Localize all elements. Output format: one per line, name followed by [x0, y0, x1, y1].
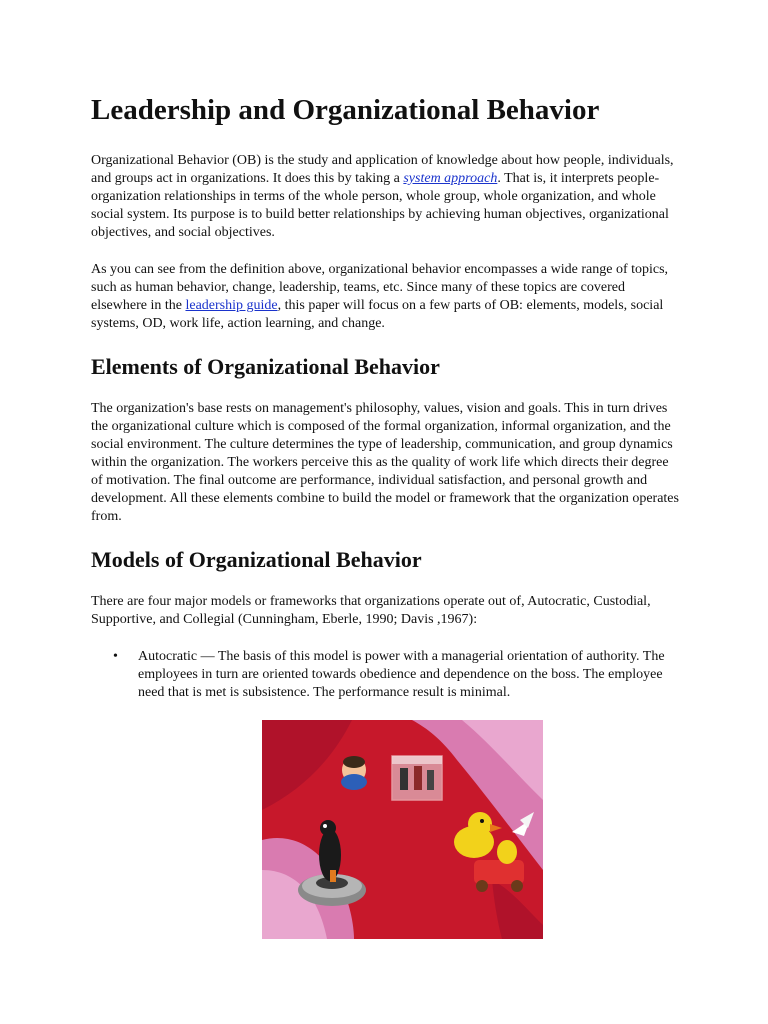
system-approach-link[interactable]: system approach — [403, 171, 498, 186]
bullet-icon: • — [113, 649, 118, 664]
intro-text-before-link: Organizational Behavior (OB) is the study and application of knowledge about how people, individuals, and groups act in organizations. It does this by taking a — [91, 153, 674, 186]
intro2-text-before-link: As you can see from the definition above, organizational behavior encompasses a wide range of topics, such as human behavior, change, leadership, teams, etc. Since many of these topics are covered elsewhere in the — [91, 262, 669, 313]
intro2-text-after-link: , this paper will focus on a few parts of OB: elements, models, social systems, OD, work life, action learning, and change. — [91, 298, 664, 331]
document-content — [91, 88, 681, 939]
page-title: Leadership and Organizational Behavior — [91, 94, 600, 126]
intro-text-after-link: . That is, it interprets people-organization relationships in terms of the whole person, whole group, whole organization, and whole social system. Its purpose is to build better relationships by achieving human objectives, organizational objectives, and social objectives. — [91, 171, 669, 240]
toy-figures-photo — [262, 720, 543, 939]
clear-display-box — [392, 756, 442, 800]
list-item-text: Autocratic — The basis of this model is power with a managerial orientation of authority. The employees in turn are oriented towards obedience and dependence on the boss. The employee need that is met is subsistence. The performance result is minimal. — [138, 649, 665, 700]
list-item-autocratic — [91, 648, 681, 702]
elements-heading: Elements of Organizational Behavior — [91, 354, 440, 379]
toy-figures-illustration — [262, 720, 543, 939]
small-figure-top — [341, 756, 367, 790]
elements-paragraph: The organization's base rests on management's philosophy, values, vision and goals. This in turn drives the organizational culture which is composed of the formal organization, informal organization, and the social environment. The culture determines the type of leadership, communication, and group dynamics within the organization. The workers perceive this as the quality of work life which directs their degree of motivation. The final outcome are performance, individual satisfaction, and personal growth and development. All these elements combine to build the model or framework that the organization operates from. — [91, 401, 679, 524]
models-paragraph: There are four major models or frameworks that organizations operate out of, Autocratic, Custodial, Supportive, and Collegial (Cunningham, Eberle, 1990; Davis ,1967): — [91, 594, 651, 627]
intro-paragraph-2 — [91, 261, 681, 333]
intro-paragraph-1 — [91, 152, 681, 242]
models-heading: Models of Organizational Behavior — [91, 547, 422, 572]
models-list — [91, 648, 681, 702]
leadership-guide-link[interactable]: leadership guide — [185, 298, 278, 313]
